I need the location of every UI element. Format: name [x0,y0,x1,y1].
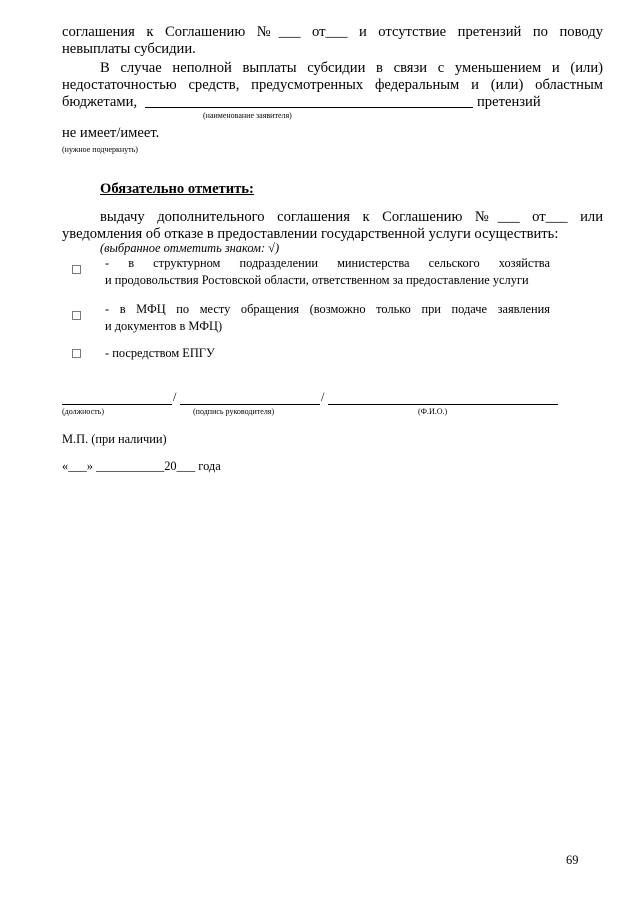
option-checkbox-mfc[interactable] [72,311,81,320]
partial-payment-line2: недостаточностью средств, предусмотренных федеральным и (или) областным [62,77,603,93]
signature-separator-1: / [173,390,177,404]
full-name-caption: (Ф.И.О.) [418,407,448,416]
page-number: 69 [566,853,579,867]
paragraph-top-line1: соглашения к Соглашению №___ от___ и отсутствие претензий по поводу [62,24,603,40]
applicant-name-caption: (наименование заявителя) [203,111,292,120]
signature-caption: (подпись руководителя) [193,407,275,416]
date-line[interactable]: «___» ___________20___ года [62,459,221,473]
underline-caption: (нужное подчеркнуть) [62,145,138,154]
partial-payment-line3-start: бюджетами, [62,94,138,110]
mandatory-line1: выдачу дополнительного соглашения к Соглашению №___ от___ или [100,209,603,225]
partial-payment-line1: В случае неполной выплаты субсидии в связи с уменьшением и (или) [100,60,603,76]
option-mfc-line2: и документов в МФЦ) [105,319,223,333]
applicant-name-field[interactable] [145,107,473,108]
option-department-line1: - в структурном подразделении министерства сельского хозяйства [105,256,550,270]
stamp-line: М.П. (при наличии) [62,432,167,446]
signature-field[interactable] [180,404,320,405]
option-epgu-label: - посредством ЕПГУ [105,346,215,360]
mandatory-heading: Обязательно отметить: [100,181,254,197]
full-name-field[interactable] [328,404,558,405]
partial-payment-line4: не имеет/имеет. [62,125,160,141]
signature-separator-2: / [321,390,325,404]
mandatory-hint: (выбранное отметить знаком: √) [100,241,280,255]
paragraph-top-line2: невыплаты субсидии. [62,41,196,57]
option-checkbox-epgu[interactable] [72,349,81,358]
option-mfc-line1: - в МФЦ по месту обращения (возможно только при подаче заявления [105,302,550,316]
position-field[interactable] [62,404,172,405]
option-department-line2: и продовольствия Ростовской области, ответственном за предоставление услуги [105,273,529,287]
partial-payment-line3-end: претензий [477,94,541,110]
option-checkbox-department[interactable] [72,265,81,274]
position-caption: (должность) [62,407,104,416]
mandatory-line2: уведомления об отказе в предоставлении государственной услуги осуществить: [62,226,559,242]
